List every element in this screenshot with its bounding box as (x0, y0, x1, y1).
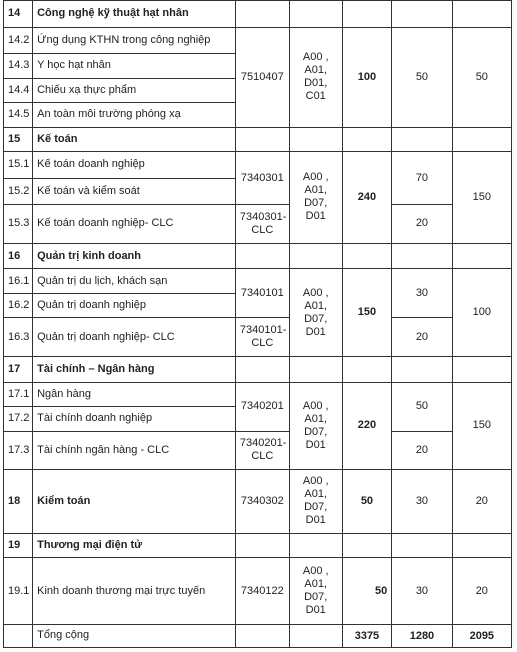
major-name: Kinh doanh thương mại trực tuyến (33, 558, 236, 625)
row-number: 15.3 (4, 205, 33, 244)
quota-method-1: 30 (392, 269, 452, 318)
table-row (4, 382, 512, 406)
quota-1-cell (392, 1, 452, 28)
row-number: 14.3 (4, 54, 33, 78)
subject-block: A00 , A01, D07, D01 (289, 558, 342, 625)
quota-cell (342, 357, 392, 383)
total-quota: 3375 (342, 625, 392, 648)
quota-method-1: 20 (392, 318, 452, 357)
block-cell (289, 1, 342, 28)
table-row (4, 470, 512, 533)
major-name: Ứng dụng KTHN trong công nghiệp (33, 27, 236, 54)
quota-cell (342, 1, 392, 28)
total-quota: 50 (342, 558, 392, 625)
table-body (4, 1, 512, 648)
quota-2-cell (452, 533, 511, 557)
group-name: Thương mại điện tử (33, 533, 236, 557)
quota-1-cell (392, 357, 452, 383)
group-row (4, 1, 512, 28)
row-number: 19.1 (4, 558, 33, 625)
major-code: 7340301 (235, 152, 289, 205)
quota-method-2: 150 (452, 152, 511, 244)
major-name: Kiểm toán (33, 470, 236, 533)
major-code (235, 625, 289, 648)
subject-block: A00 , A01, D07, D01 (289, 269, 342, 357)
row-number: 14.4 (4, 78, 33, 102)
quota-2-cell (452, 1, 511, 28)
total-quota: 150 (342, 269, 392, 357)
total-quota: 240 (342, 152, 392, 244)
block-cell (289, 533, 342, 557)
total-row (4, 625, 512, 648)
code-cell (235, 533, 289, 557)
row-number: 15.1 (4, 152, 33, 179)
table-row (4, 152, 512, 179)
major-name: Tài chính ngân hàng - CLC (33, 431, 236, 470)
quota-method-1: 20 (392, 205, 452, 244)
group-name: Kế toán (33, 127, 236, 151)
admission-quota-table (3, 0, 512, 648)
row-number (4, 625, 33, 648)
row-number: 17 (4, 357, 33, 383)
quota-method-2: 20 (452, 558, 511, 625)
row-number: 14.2 (4, 27, 33, 54)
major-code: 7340302 (235, 470, 289, 533)
row-number: 14.5 (4, 103, 33, 127)
major-name: Chiếu xạ thực phẩm (33, 78, 236, 102)
quota-method-1: 30 (392, 558, 452, 625)
subject-block: A00 , A01, D07, D01 (289, 470, 342, 533)
quota-cell (342, 533, 392, 557)
group-name: Tài chính – Ngân hàng (33, 357, 236, 383)
code-cell (235, 243, 289, 269)
major-name: Quản trị doanh nghiệp (33, 293, 236, 317)
quota-method-1: 50 (392, 382, 452, 431)
row-number: 15.2 (4, 178, 33, 205)
quota-1-cell (392, 243, 452, 269)
quota-method-1: 70 (392, 152, 452, 205)
table-row (4, 431, 512, 470)
group-name: Công nghệ kỹ thuật hạt nhân (33, 1, 236, 28)
row-number: 17.2 (4, 407, 33, 431)
quota-method-2: 20 (452, 470, 511, 533)
table-row (4, 558, 512, 625)
major-code: 7340201- CLC (235, 431, 289, 470)
subject-block: A00 , A01, D07, D01 (289, 382, 342, 470)
quota-method-1: 30 (392, 470, 452, 533)
quota-method-1: 1280 (392, 625, 452, 648)
row-number: 16 (4, 243, 33, 269)
row-number: 17.3 (4, 431, 33, 470)
table-row (4, 27, 512, 54)
row-number: 16.2 (4, 293, 33, 317)
quota-method-2: 2095 (452, 625, 511, 648)
major-name: Y học hạt nhân (33, 54, 236, 78)
table-row (4, 205, 512, 244)
row-number: 19 (4, 533, 33, 557)
major-code: 7340201 (235, 382, 289, 431)
total-quota: 50 (342, 470, 392, 533)
code-cell (235, 127, 289, 151)
code-cell (235, 357, 289, 383)
quota-method-2: 150 (452, 382, 511, 470)
quota-2-cell (452, 243, 511, 269)
quota-1-cell (392, 533, 452, 557)
group-row (4, 243, 512, 269)
code-cell (235, 1, 289, 28)
quota-method-2: 50 (452, 27, 511, 127)
row-number: 16.1 (4, 269, 33, 293)
row-number: 15 (4, 127, 33, 151)
table-row (4, 269, 512, 293)
block-cell (289, 357, 342, 383)
major-code: 7340301- CLC (235, 205, 289, 244)
group-row (4, 127, 512, 151)
quota-1-cell (392, 127, 452, 151)
major-name: An toàn môi trường phóng xạ (33, 103, 236, 127)
total-quota: 100 (342, 27, 392, 127)
major-code: 7340101- CLC (235, 318, 289, 357)
major-name: Kế toán và kiểm soát (33, 178, 236, 205)
table-row (4, 318, 512, 357)
block-cell (289, 127, 342, 151)
quota-method-2: 100 (452, 269, 511, 357)
quota-2-cell (452, 127, 511, 151)
row-number: 18 (4, 470, 33, 533)
major-name: Tài chính doanh nghiệp (33, 407, 236, 431)
major-name: Quản trị du lịch, khách sạn (33, 269, 236, 293)
major-name: Tổng cộng (33, 625, 236, 648)
quota-cell (342, 243, 392, 269)
major-code: 7510407 (235, 27, 289, 127)
row-number: 17.1 (4, 382, 33, 406)
total-quota: 220 (342, 382, 392, 470)
quota-2-cell (452, 357, 511, 383)
major-name: Ngân hàng (33, 382, 236, 406)
major-name: Kế toán doanh nghiệp (33, 152, 236, 179)
major-code: 7340122 (235, 558, 289, 625)
row-number: 16.3 (4, 318, 33, 357)
major-name: Quản trị doanh nghiệp- CLC (33, 318, 236, 357)
block-cell (289, 243, 342, 269)
group-row (4, 357, 512, 383)
subject-block: A00 , A01, D07, D01 (289, 152, 342, 244)
row-number: 14 (4, 1, 33, 28)
subject-block (289, 625, 342, 648)
major-name: Kế toán doanh nghiệp- CLC (33, 205, 236, 244)
quota-method-1: 50 (392, 27, 452, 127)
quota-method-1: 20 (392, 431, 452, 470)
quota-cell (342, 127, 392, 151)
group-name: Quản trị kinh doanh (33, 243, 236, 269)
subject-block: A00 , A01, D01, C01 (289, 27, 342, 127)
major-code: 7340101 (235, 269, 289, 318)
group-row (4, 533, 512, 557)
